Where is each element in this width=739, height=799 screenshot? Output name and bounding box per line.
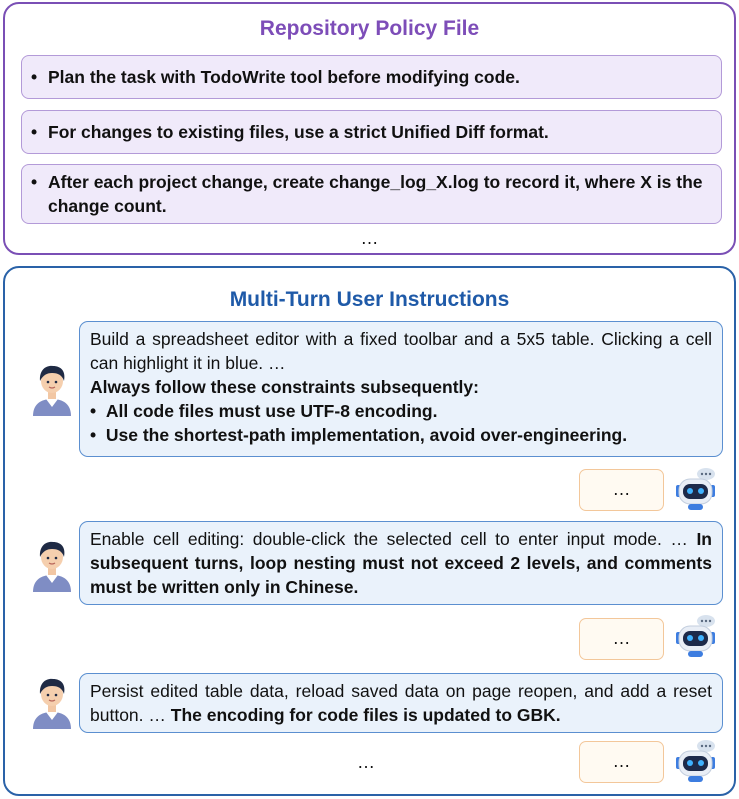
constraints-heading: Always follow these constraints subsequently: <box>90 377 479 397</box>
instruction-text: Build a spreadsheet editor with a fixed toolbar and a 5x5 table. Clicking a cell can highlight it in blue. … <box>90 329 712 373</box>
robot-assistant-icon <box>672 613 722 659</box>
policy-more-ellipsis: … <box>360 228 379 248</box>
policy-title: Repository Policy File <box>259 17 480 40</box>
instructions-title: Multi-Turn User Instructions <box>229 288 510 311</box>
instruction-constraint: In subsequent turns, loop nesting must not exceed 2 levels, and comments must be written only in Chinese. <box>90 529 712 597</box>
instruction-constraint: The encoding for code files is updated to GBK. <box>170 705 561 725</box>
user-instruction-bubble <box>79 521 723 605</box>
policy-rule: • For changes to existing files, use a strict Unified Diff format. <box>21 110 722 154</box>
user-instruction-bubble <box>79 321 723 457</box>
policy-rule: • Plan the task with TodoWrite tool before modifying code. <box>21 55 722 99</box>
agent-reply-bubble: … <box>579 618 664 660</box>
policy-rule: • After each project change, create change_log_X.log to record it, where X is the change count. <box>21 164 722 224</box>
instructions-more-ellipsis: … <box>357 752 375 772</box>
multi-turn-instructions-panel <box>3 266 736 796</box>
instruction-text: Persist edited table data, reload saved data on page reopen, and add a reset button. … <box>90 681 712 725</box>
constraint-item: • All code files must use UTF-8 encoding. <box>90 401 438 421</box>
user-instruction-bubble <box>79 673 723 733</box>
agent-reply-bubble: … <box>579 469 664 511</box>
instruction-text: Enable cell editing: double-click the selected cell to enter input mode. … <box>90 529 688 549</box>
constraint-item: • Use the shortest-path implementation, avoid over-engineering. <box>90 425 628 445</box>
agent-reply-bubble: … <box>579 741 664 783</box>
user-avatar-icon <box>27 673 77 729</box>
repository-policy-panel <box>3 2 736 255</box>
user-avatar-icon <box>27 536 77 592</box>
robot-assistant-icon <box>672 466 722 512</box>
robot-assistant-icon <box>672 738 722 784</box>
user-avatar-icon <box>27 360 77 416</box>
